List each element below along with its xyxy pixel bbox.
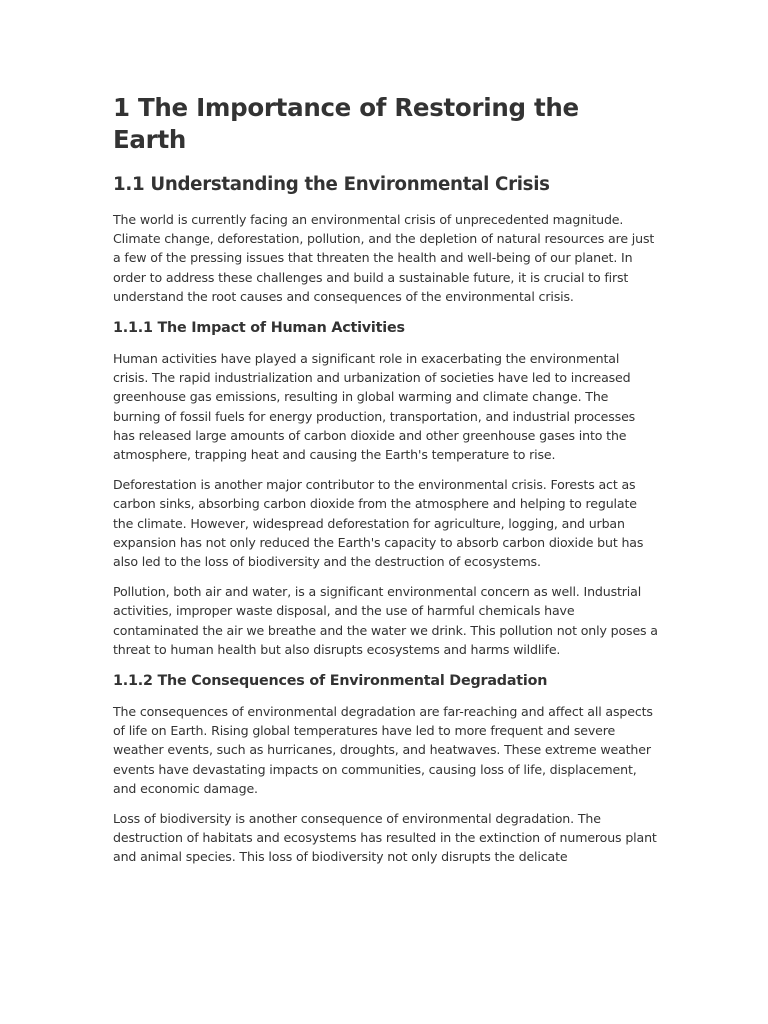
- paragraph-deforestation: Deforestation is another major contributor to the environmental crisis. Forests act as carbon sinks, absorbing carbon dioxide from the atmosphere and helping to regulate the climate. However, widespread deforestation for agriculture, logging, and urban expansion has not only reduced the Earth's capacity to absorb carbon dioxide but has also led to the loss of biodiversity and the destruction of ecosystems.: [113, 477, 644, 570]
- paragraph-crisis-intro: The world is currently facing an environmental crisis of unprecedented magnitude. Climate change, deforestation, pollution, and the depletion of natural resources are just a few of the pressing issues that threaten the health and well-being of our planet. In order to address these challenges and build a sustainable future, it is crucial to first understand the root causes and consequences of the environmental crisis.: [113, 212, 655, 304]
- section-heading-1-1-2: 1.1.2 The Consequences of Environmental Degradation: [113, 673, 548, 690]
- paragraph-human-activities: Human activities have played a significant role in exacerbating the environmental crisis. The rapid industrialization and urbanization of societies have led to increased greenhouse gas emissions, resulting in global warming and climate change. The burning of fossil fuels for energy production, transportation, and industrial processes has released large amounts of carbon dioxide and other greenhouse gases into the atmosphere, trapping heat and causing the Earth's temperature to rise.: [113, 351, 636, 463]
- document-title: 1 The Importance of Restoring the Earth: [113, 93, 579, 154]
- paragraph-biodiversity-loss: Loss of biodiversity is another consequence of environmental degradation. The destruction of habitats and ecosystems has resulted in the extinction of numerous plant and animal species. This loss of biodiversity not only disrupts the delicate: [113, 811, 657, 865]
- section-heading-1-1: 1.1 Understanding the Environmental Crisis: [113, 174, 550, 195]
- paragraph-pollution: Pollution, both air and water, is a significant environmental concern as well. Industrial activities, improper waste disposal, and the use of harmful chemicals have contaminated the air we breathe and the water we drink. This pollution not only poses a threat to human health but also disrupts ecosystems and harms wildlife.: [113, 584, 658, 657]
- section-heading-1-1-1: 1.1.1 The Impact of Human Activities: [113, 320, 405, 337]
- document-page: [113, 92, 658, 878]
- paragraph-consequences: The consequences of environmental degradation are far-reaching and affect all aspects of life on Earth. Rising global temperatures have led to more frequent and severe weather events, such as hurricanes, droughts, and heatwaves. These extreme weather events have devastating impacts on communities, causing loss of life, displacement, and economic damage.: [113, 704, 653, 796]
